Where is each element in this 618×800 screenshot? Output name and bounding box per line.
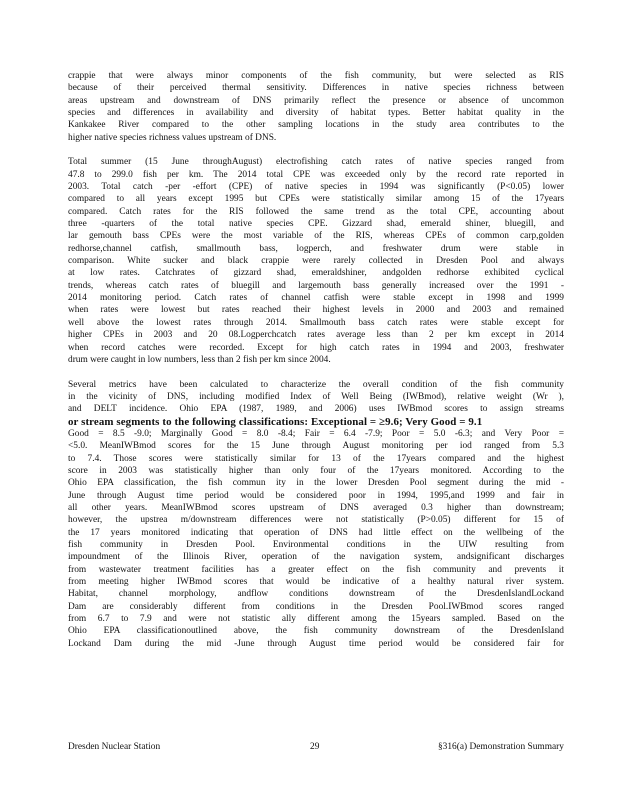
text-line: from wastewater treatment facilities has a greater effect on the fish community and prevents it bbox=[68, 564, 564, 575]
paragraph-3 bbox=[68, 379, 564, 651]
text-line: compared. Catch rates for the RIS followed the same trend as the total CPE, accounting about bbox=[68, 206, 564, 217]
text-line: species and differences in availability and diversity of habitat types. Better habitat quality in the bbox=[68, 108, 564, 119]
text-line: from 6.7 to 7.9 and were not statistic ally different among the 15years sampled. Based on the bbox=[68, 614, 564, 625]
text-line: Habitat, channel morphology, andflow conditions downstream of the DresdenIslandLockand bbox=[68, 589, 564, 600]
text-line: redhorse,channel catfish, smallmouth bass, logperch, and freshwater drum were stable in bbox=[68, 243, 564, 254]
text-line: all other years. MeanIWBmod scores upstream of DNS averaged 0.3 higher than downstream; bbox=[68, 502, 564, 513]
text-line: crappie that were always minor components of the fish community, but were selected as RIS bbox=[68, 71, 564, 81]
text-line: and DELT incidence. Ohio EPA (1987, 1989, and 2006) uses IWBmod scores to assign streams bbox=[68, 404, 564, 415]
text-line: Dam are considerably different from conditions in the Dresden Pool.IWBmod scores ranged bbox=[68, 601, 564, 612]
text-line: trends, whereas catch rates of bluegill and largemouth bass generally increased over the 1991 - bbox=[68, 280, 564, 291]
page-footer bbox=[68, 742, 564, 756]
text-line: Good = 8.5 -9.0; Marginally Good = 8.0 -8.4; Fair = 6.4 -7.9; Poor = 5.0 -6.3; and Very Poor = bbox=[68, 428, 564, 439]
text-line: in the vicinity of DNS, including modified Index of Well Being (IWBmod), relative weight (Wr ), bbox=[68, 391, 564, 402]
text-line: from meeting higher IWBmod scores that would be indicative of a healthy natural river system. bbox=[68, 577, 564, 587]
text-line: areas upstream and downstream of DNS primarily reflect the presence or absence of uncommon bbox=[68, 95, 564, 106]
text-line: 47.8 to 299.0 fish per km. The 2014 total CPE was exceeded only by the record rate reported in bbox=[68, 169, 564, 180]
text-line: compared to all years except 1995 but CPEs were statistically similar among 15 of the 17years bbox=[68, 194, 564, 205]
text-line: Kankakee River compared to the other sampling locations in the study area contributes to the bbox=[68, 120, 564, 131]
text-line-classification: or stream segments to the following classifications: Exceptional = ≥9.6; Very Good = 9.1 bbox=[68, 415, 483, 428]
text-line: when record catches were recorded. Except for high catch rates in 1994 and 2003, freshwater bbox=[68, 342, 564, 353]
text-line: Total summer (15 June throughAugust) electrofishing catch rates of native species ranged from bbox=[68, 157, 564, 168]
text-line: Lockand Dam during the mid -June through August time period would be considered fair for bbox=[68, 638, 564, 649]
text-line: drum were caught in low numbers, less than 2 fish per km since 2004. bbox=[68, 354, 331, 365]
paragraph-1 bbox=[68, 70, 564, 144]
text-line: because of their perceived thermal sensitivity. Differences in native species richness between bbox=[68, 83, 564, 94]
footer-report-title: §316(a) Demonstration Summary bbox=[437, 742, 564, 752]
text-line: comparison. White sucker and black crappie were rarely collected in Dresden Pool and always bbox=[68, 256, 564, 267]
text-line: <5.0. MeanIWBmod scores for the 15 June through August monitoring per iod ranged from 5.3 bbox=[68, 441, 564, 452]
text-line: however, the upstrea m/downstream differences were not statistically (P>0.05) different for 15 of bbox=[68, 515, 564, 526]
text-line: well above the lowest rates through 2014. Smallmouth bass catch rates were stable except for bbox=[68, 317, 564, 328]
footer-station-name: Dresden Nuclear Station bbox=[68, 742, 161, 752]
document-body bbox=[68, 70, 564, 662]
text-line: Ohio EPA classification, the fish commun ity in the lower Dresden Pool segment during the mid - bbox=[68, 478, 564, 489]
text-line: impoundment of the Illinois River, operation of the navigation system, andsignificant discharges bbox=[68, 552, 564, 563]
text-line: score in 2003 was statistically higher than only four of the 17years monitored. According to the bbox=[68, 465, 564, 476]
text-line: three -quarters of the total native species CPE. Gizzard shad, emerald shiner, bluegill, and bbox=[68, 219, 564, 230]
paragraph-2 bbox=[68, 156, 564, 366]
page-number: 29 bbox=[310, 742, 320, 752]
text-line: lar gemouth bass CPEs were the most variable of the RIS, whereas CPEs of common carp,golden bbox=[68, 231, 564, 242]
text-line: higher CPEs in 2003 and 20 08.Logperchcatch rates average less than 2 per km except in 2014 bbox=[68, 330, 564, 341]
text-line: the 17 years monitored indicating that operation of DNS had little effect on the wellbeing of the bbox=[68, 527, 564, 538]
text-line: 2003. Total catch -per -effort (CPE) of native species in 1994 was significantly (P<0.05) lower bbox=[68, 182, 564, 193]
text-line: 2014 monitoring period. Catch rates of channel catfish were stable except in 1998 and 1999 bbox=[68, 293, 564, 304]
text-line: June through August time period would be considered poor in 1994, 1995,and 1999 and fair in bbox=[68, 490, 564, 501]
text-line: Several metrics have been calculated to characterize the overall condition of the fish community bbox=[68, 379, 564, 390]
text-line: when rates were lowest but rates reached their highest levels in 2000 and 2003 and remained bbox=[68, 305, 564, 316]
text-line: Ohio EPA classificationoutlined above, the fish community downstream of the DresdenIsland bbox=[68, 626, 564, 637]
text-line: to 7.4. Those scores were statistically similar for 13 of the 17years compared and the highest bbox=[68, 453, 564, 464]
text-line: fish community in Dresden Pool. Environmental conditions in the UIW resulting from bbox=[68, 539, 564, 550]
text-line: higher native species richness values upstream of DNS. bbox=[68, 132, 277, 143]
text-line: at low rates. Catchrates of gizzard shad, emeraldshiner, andgolden redhorse exhibited cyclical bbox=[68, 268, 564, 279]
